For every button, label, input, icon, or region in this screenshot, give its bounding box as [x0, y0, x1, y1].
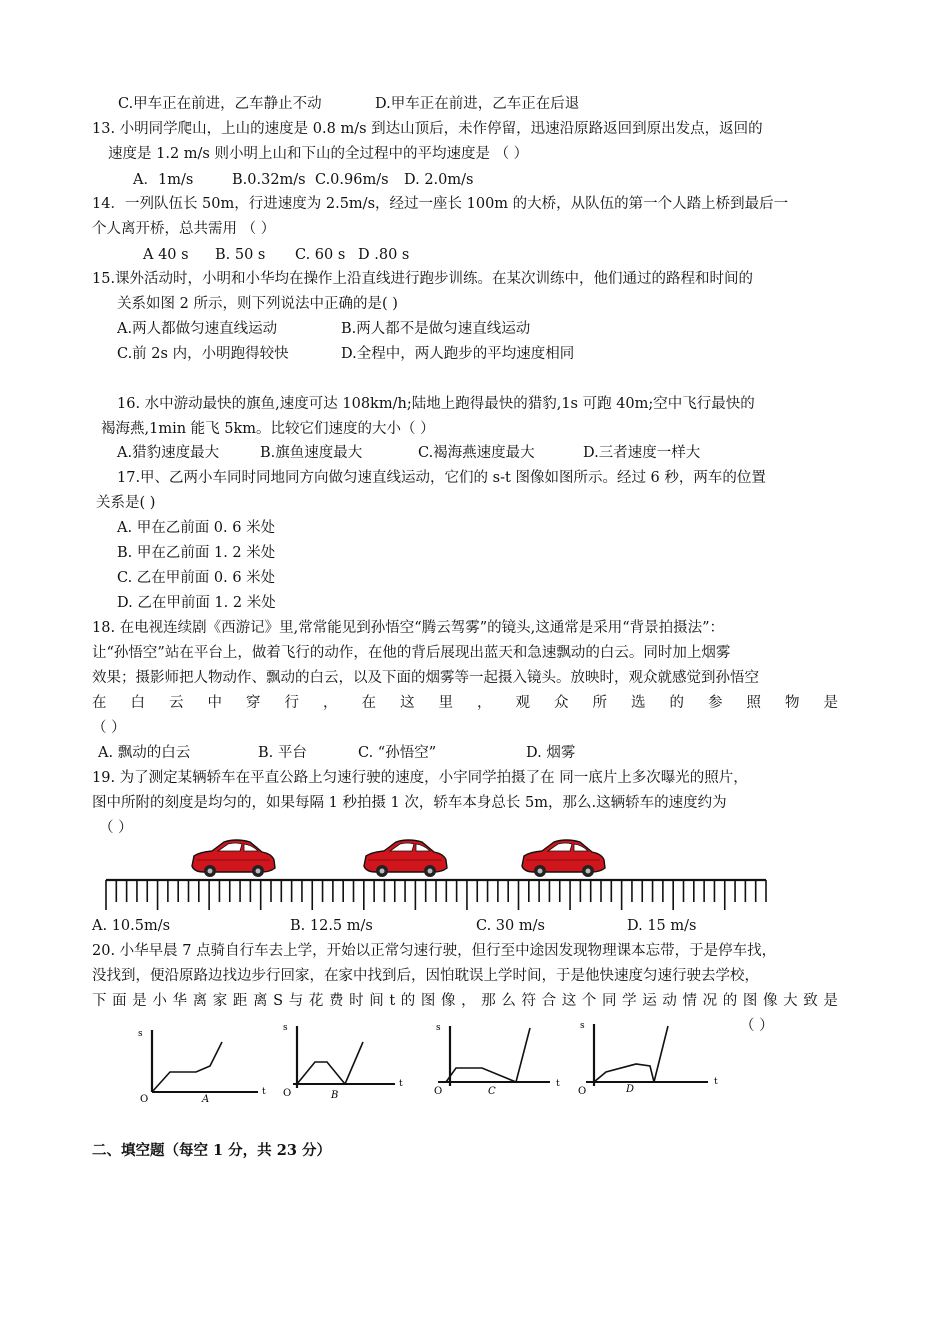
q15-text-line2: 关系如图 2 所示，则下列说法中正确的是( ) — [117, 296, 398, 312]
q14-text-line1: 14．一列队伍长 50m，行进速度为 2.5m/s，经过一座长 100m 的大桥，从队伍的第一个人踏上桥到最后一 — [92, 196, 789, 212]
word: 与 — [288, 993, 304, 1009]
q14-option-b: B. 50 s — [215, 247, 266, 263]
q18-option-a: A. 飘动的白云 — [98, 745, 191, 761]
word: 所 — [592, 695, 607, 711]
q19-text-line2: 图中所附的刻度是均匀的，如果每隔 1 秒拍摄 1 次，轿车本身总长 5m，那么.这辆轿车的速度约为 — [92, 795, 727, 811]
word: 距 — [232, 993, 248, 1009]
word: 离 — [253, 993, 268, 1009]
graph-d-t-label: t — [714, 1077, 718, 1087]
q13-option-b: B.0.32m/s — [232, 172, 306, 188]
graph-c — [434, 1023, 560, 1097]
q20-text-line3 — [92, 989, 838, 1014]
q13-text-line1: 13. 小明同学爬山，上山的速度是 0.8 m/s 到达山顶后，未作停留，迅速沿原路返回到原出发点，返回的 — [92, 121, 763, 137]
word: 费 — [328, 993, 344, 1009]
word: 行 — [284, 695, 299, 711]
word: 在 — [361, 695, 376, 711]
q18-text-line2: 让“孙悟空”站在平台上，做着飞行的动作，在他的背后展现出蓝天和急速飘动的白云。同时加上烟雾 — [92, 645, 731, 661]
q13-text-line2: 速度是 1.2 m/s 则小明上山和下山的全过程中的平均速度是 （ ） — [108, 146, 529, 162]
q20-graphs — [130, 1022, 730, 1106]
q13-option-d: D. 2.0m/s — [404, 172, 474, 188]
word: 下 — [92, 993, 107, 1009]
car-3 — [522, 840, 605, 877]
q18-text-line1: 18. 在电视连续剧《西游记》里,常常能见到孙悟空“腾云驾雾”的镜头,这通常是采用“背景拍摄法”： — [92, 620, 725, 636]
graph-d — [578, 1022, 718, 1097]
word: t — [389, 993, 396, 1009]
word: 云 — [169, 695, 184, 711]
word: 穿 — [246, 695, 261, 711]
q14-text-line2: 个人离开桥，总共需用 （ ） — [92, 221, 276, 237]
word: 是 — [823, 993, 838, 1009]
word: ， — [477, 695, 492, 711]
word: 况 — [702, 993, 718, 1009]
word: 是 — [823, 695, 838, 711]
graph-b-s-label: s — [283, 1023, 288, 1033]
graph-a-label: A — [202, 1094, 210, 1105]
word: 观 — [515, 695, 530, 711]
q19-text-line1: 19. 为了测定某辆轿车在平直公路上匀速行驶的速度，小宇同学拍摄了在 同一底片上多次曝光的照片， — [92, 770, 748, 786]
q18-option-b: B. 平台 — [258, 745, 307, 761]
q20-text-line1: 20. 小华早晨 7 点骑自行车去上学，开始以正常匀速行驶，但行至中途因发现物理课本忘带，于是停车找， — [92, 943, 777, 959]
graph-d-label: D — [626, 1084, 635, 1095]
q20-text-line2: 没找到，便沿原路边找边步行回家，在家中找到后，因怕耽误上学时间，于是他快速度匀速行驶去学校， — [92, 968, 759, 984]
q16-option-b: B.旗鱼速度最大 — [260, 445, 363, 461]
graph-a-origin: O — [140, 1094, 149, 1105]
q17-option-a: A. 甲在乙前面 0. 6 米处 — [117, 520, 276, 536]
word: ， — [323, 695, 338, 711]
graph-c-origin: O — [434, 1086, 443, 1097]
word: 符 — [521, 993, 537, 1009]
q14-option-d: D .80 s — [358, 247, 410, 263]
car-1 — [192, 840, 275, 877]
q15-option-a: A.两人都做匀速直线运动 — [117, 321, 278, 337]
graph-d-origin: O — [578, 1086, 587, 1097]
word: 么 — [501, 993, 516, 1009]
word: 这 — [561, 993, 577, 1009]
word: 这 — [400, 695, 415, 711]
graph-a — [138, 1029, 266, 1105]
cars-group — [192, 840, 605, 877]
word: 选 — [631, 695, 646, 711]
word: 家 — [212, 993, 228, 1009]
q17-text-line2: 关系是( ) — [96, 495, 156, 511]
q12-option-c: C.甲车正在前进，乙车静止不动 — [118, 96, 322, 112]
car-2 — [364, 840, 447, 877]
graph-b-label: B — [331, 1090, 339, 1101]
q15-text-line1: 15.课外活动时，小明和小华均在操作上沿直线进行跑步训练。在某次训练中，他们通过的路程和时间的 — [92, 271, 754, 287]
q17-option-b: B. 甲在乙前面 1. 2 米处 — [117, 545, 276, 561]
q16-option-d: D.三者速度一样大 — [583, 445, 701, 461]
ruler — [106, 880, 766, 910]
q19-option-c: C. 30 m/s — [476, 918, 545, 934]
word: 个 — [581, 993, 597, 1009]
word: 图 — [420, 993, 436, 1009]
word: 时 — [349, 993, 364, 1009]
word: 离 — [192, 993, 208, 1009]
word: 那 — [481, 993, 496, 1009]
word: 动 — [662, 993, 677, 1009]
graph-a-t-label: t — [262, 1087, 266, 1097]
q15-option-d: D.全程中，两人跑步的平均速度相同 — [341, 346, 575, 362]
word: 图 — [742, 993, 758, 1009]
word: 众 — [554, 695, 569, 711]
q18-option-c: C. “孙悟空” — [358, 745, 437, 761]
q15-option-b: B.两人都不是做匀速直线运动 — [341, 321, 531, 337]
q18-answer-blank: （ ） — [92, 720, 126, 736]
word: 的 — [400, 993, 416, 1009]
word: 中 — [207, 695, 222, 711]
q19-answer-blank: （ ） — [99, 820, 133, 836]
word: 小 — [152, 993, 167, 1009]
graph-c-s-label: s — [436, 1023, 441, 1033]
q14-option-c: C. 60 s — [295, 247, 346, 263]
word: 间 — [369, 993, 384, 1009]
word: 面 — [112, 993, 127, 1009]
word: 里 — [438, 695, 453, 711]
word: ， — [461, 993, 476, 1009]
q12-option-d: D.甲车正在前进，乙车正在后退 — [375, 96, 580, 112]
word: 花 — [308, 993, 324, 1009]
q18-option-d: D. 烟雾 — [526, 745, 576, 761]
q16-text-line1: 16. 水中游动最快的旗鱼,速度可达 108km/h;陆地上跑得最快的猎豹,1s 可跑 40m;空中飞行最快的 — [117, 396, 755, 412]
word: 致 — [803, 993, 818, 1009]
q16-text-line2: 褐海燕,1min 能飞 5km。比较它们速度的大小（ ） — [101, 421, 435, 437]
q17-option-d: D. 乙在甲前面 1. 2 米处 — [117, 595, 276, 611]
q14-option-a: A 40 s — [143, 247, 189, 263]
word: S — [273, 993, 284, 1009]
section2-heading: 二、填空题（每空 1 分，共 23 分） — [92, 1142, 331, 1159]
word: 合 — [541, 993, 557, 1009]
word: 照 — [746, 695, 761, 711]
word: 华 — [172, 993, 187, 1009]
word: 白 — [130, 695, 145, 711]
q18-text-line3: 效果；摄影师把人物动作、飘动的白云，以及下面的烟雾等一起摄入镜头。放映时，观众就感觉到孙悟空 — [92, 670, 759, 686]
q20-answer-blank: （ ） — [740, 1018, 774, 1034]
q19-figure — [100, 836, 772, 918]
q15-option-c: C.前 2s 内，小明跑得较快 — [117, 346, 289, 362]
q19-option-a: A. 10.5m/s — [92, 918, 171, 934]
q17-text-line1: 17.甲、乙两小车同时同地同方向做匀速直线运动，它们的 s-t 图像如图所示。经过 6 秒，两车的位置 — [117, 470, 766, 486]
q16-option-c: C.褐海燕速度最大 — [418, 445, 535, 461]
q16-option-a: A.猎豹速度最大 — [117, 445, 220, 461]
word: 大 — [783, 993, 798, 1009]
word: 运 — [642, 993, 657, 1009]
q17-option-c: C. 乙在甲前面 0. 6 米处 — [117, 570, 276, 586]
graph-d-s-label: s — [580, 1022, 585, 1031]
q13-option-c: C.0.96m/s — [315, 172, 389, 188]
word: 在 — [92, 695, 107, 711]
word: 是 — [132, 993, 147, 1009]
word: 物 — [785, 695, 800, 711]
word: 同 — [602, 993, 617, 1009]
word: 的 — [722, 993, 738, 1009]
q19-option-d: D. 15 m/s — [627, 918, 697, 934]
graph-c-label: C — [488, 1086, 496, 1097]
word: 像 — [763, 993, 778, 1009]
graph-b — [283, 1023, 403, 1101]
q13-option-a: A．1m/s — [133, 172, 194, 188]
graph-c-t-label: t — [556, 1079, 560, 1089]
word: 参 — [708, 695, 723, 711]
graph-b-t-label: t — [399, 1079, 403, 1089]
q19-option-b: B. 12.5 m/s — [290, 918, 373, 934]
graph-a-s-label: s — [138, 1029, 143, 1039]
word: 的 — [669, 695, 684, 711]
word: 像 — [441, 993, 456, 1009]
graph-b-origin: O — [283, 1088, 292, 1099]
q18-text-line4 — [92, 691, 838, 716]
word: 学 — [622, 993, 637, 1009]
word: 情 — [682, 993, 698, 1009]
